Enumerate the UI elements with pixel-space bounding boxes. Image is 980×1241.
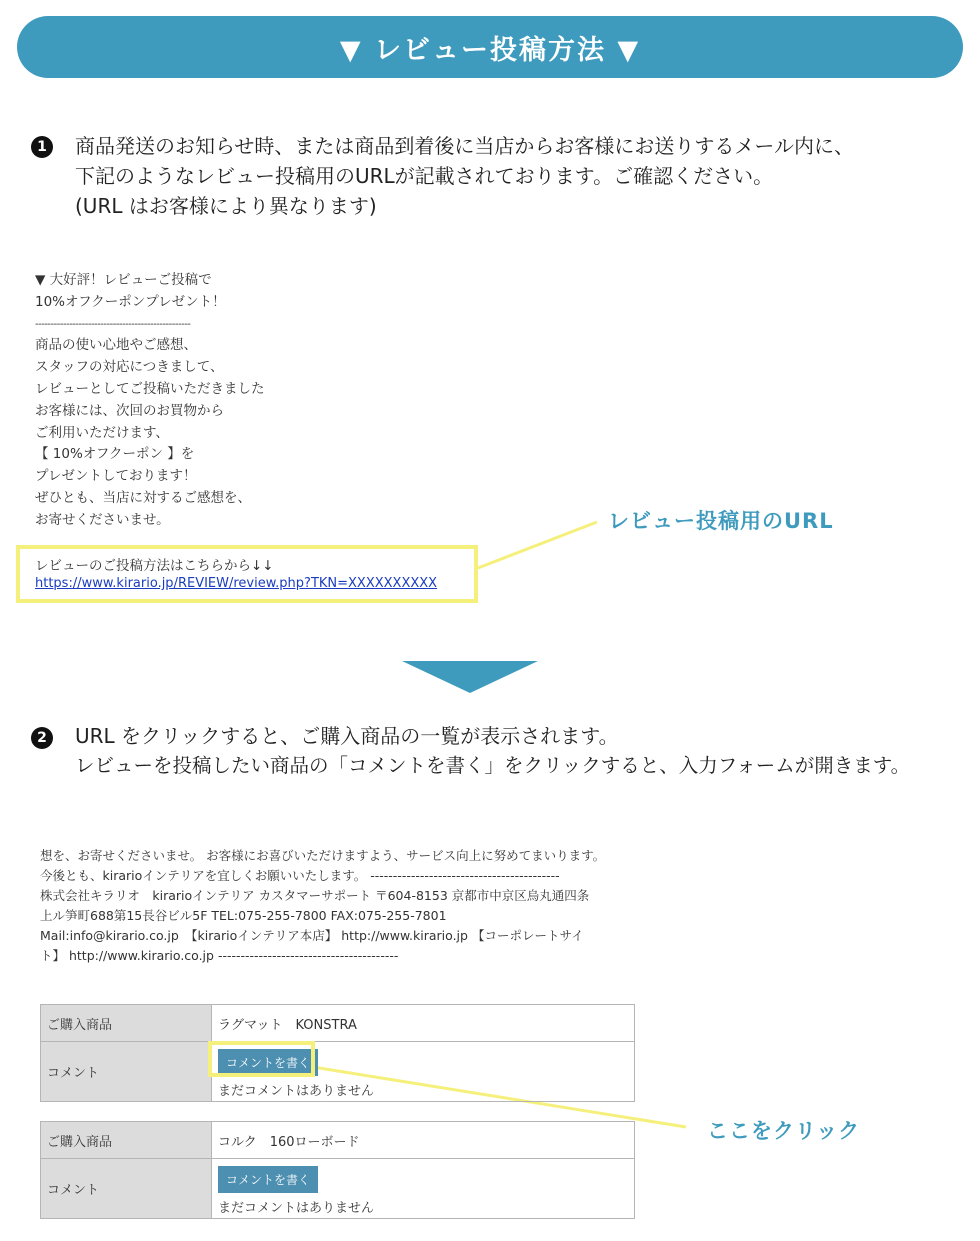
step-2-line-2: レビューを投稿したい商品の「コメントを書く」をクリックすると、入力フォームが開きます。 xyxy=(75,754,911,777)
step-2-badge: 2 xyxy=(31,727,53,749)
review-url-link[interactable]: https://www.kirario.jp/REVIEW/review.php?TKN=XXXXXXXXXX xyxy=(35,576,438,591)
step-2-line-1: URL をクリックすると、ご購入商品の一覧が表示されます。 xyxy=(75,724,619,748)
table-row xyxy=(41,1159,635,1219)
email-footer-info xyxy=(40,846,605,966)
footer-line: 上ル笋町688第15長谷ビル5F TEL:075-255-7800 FAX:075-255-7801 xyxy=(40,908,447,923)
email-line: 【 10%オフクーポン 】を xyxy=(35,446,195,463)
footer-line: ト】 http://www.kirario.co.jp ---------------------------------------- xyxy=(40,948,399,963)
order-table-1 xyxy=(40,1004,635,1102)
footer-line: Mail:info@kirario.co.jp 【kirarioインテリア本店】 http://www.kirario.jp 【コーポレートサイ xyxy=(40,928,584,943)
callout-line-url xyxy=(478,522,597,568)
callout-click-here: ここをクリック xyxy=(707,1119,861,1143)
step-1-badge: 1 xyxy=(31,136,53,158)
step-1-line-2: 下記のようなレビュー投稿用のURLが記載されております。ご確認ください。 xyxy=(75,164,774,188)
product-label: ご購入商品 xyxy=(41,1122,212,1159)
table-row xyxy=(41,1122,635,1159)
product-name: ラグマット KONSTRA xyxy=(212,1005,635,1042)
email-line: ぜひとも、当店に対するご感想を、 xyxy=(35,489,251,506)
comment-label: コメント xyxy=(41,1042,212,1102)
comment-status: まだコメントはありません xyxy=(218,1200,375,1216)
email-line: 10%オフクーポンプレゼント！ xyxy=(35,293,226,310)
footer-line: 株式会社キラリオ kirarioインテリア カスタマーサポート 〒604-8153 京都市中京区烏丸通四条 xyxy=(40,888,590,903)
product-name: コルク 160ローボード xyxy=(212,1122,635,1159)
order-table-2 xyxy=(40,1121,635,1219)
button-highlight-box xyxy=(208,1041,315,1077)
email-line: スタッフの対応につきまして、 xyxy=(35,359,224,376)
comment-cell xyxy=(212,1159,635,1219)
write-comment-button[interactable]: コメントを書く xyxy=(218,1166,318,1193)
step-1-line-3: (URL はお客様により異なります) xyxy=(75,194,377,218)
email-divider: -------------------------------------------------- xyxy=(35,318,191,330)
url-lead-text: レビューのご投稿方法はこちらから↓↓ xyxy=(35,558,274,574)
section-title: ▼ レビュー投稿方法 ▼ xyxy=(339,34,641,66)
email-line: お客様には、次回のお買物から xyxy=(35,402,224,419)
comment-status: まだコメントはありません xyxy=(218,1083,375,1099)
table-row xyxy=(41,1005,635,1042)
footer-line: 今後とも、kirarioインテリアを宜しくお願いいたします。 ------------------------------------------ xyxy=(40,868,560,883)
write-comment-button[interactable]: コメントを書く xyxy=(218,1049,318,1076)
down-arrow-icon xyxy=(402,661,538,693)
step-1-line-1: 商品発送のお知らせ時、または商品到着後に当店からお客様にお送りするメール内に、 xyxy=(75,134,854,158)
product-label: ご購入商品 xyxy=(41,1005,212,1042)
email-line: お寄せくださいませ。 xyxy=(35,511,170,528)
email-line: ▼ 大好評！レビューご投稿で xyxy=(35,272,212,288)
footer-line: 想を、お寄せくださいませ。 お客様にお喜びいただけますよう、サービス向上に努めてまいります。 xyxy=(40,848,606,863)
email-line: レビューとしてご投稿いただきました xyxy=(35,380,265,397)
callout-review-url: レビュー投稿用のURL xyxy=(608,509,834,533)
table-row xyxy=(41,1042,635,1102)
email-line: プレゼントしております！ xyxy=(35,468,197,485)
email-line: ご利用いただけます、 xyxy=(35,424,169,441)
email-line: 商品の使い心地やご感想、 xyxy=(35,337,197,354)
comment-label: コメント xyxy=(41,1159,212,1219)
